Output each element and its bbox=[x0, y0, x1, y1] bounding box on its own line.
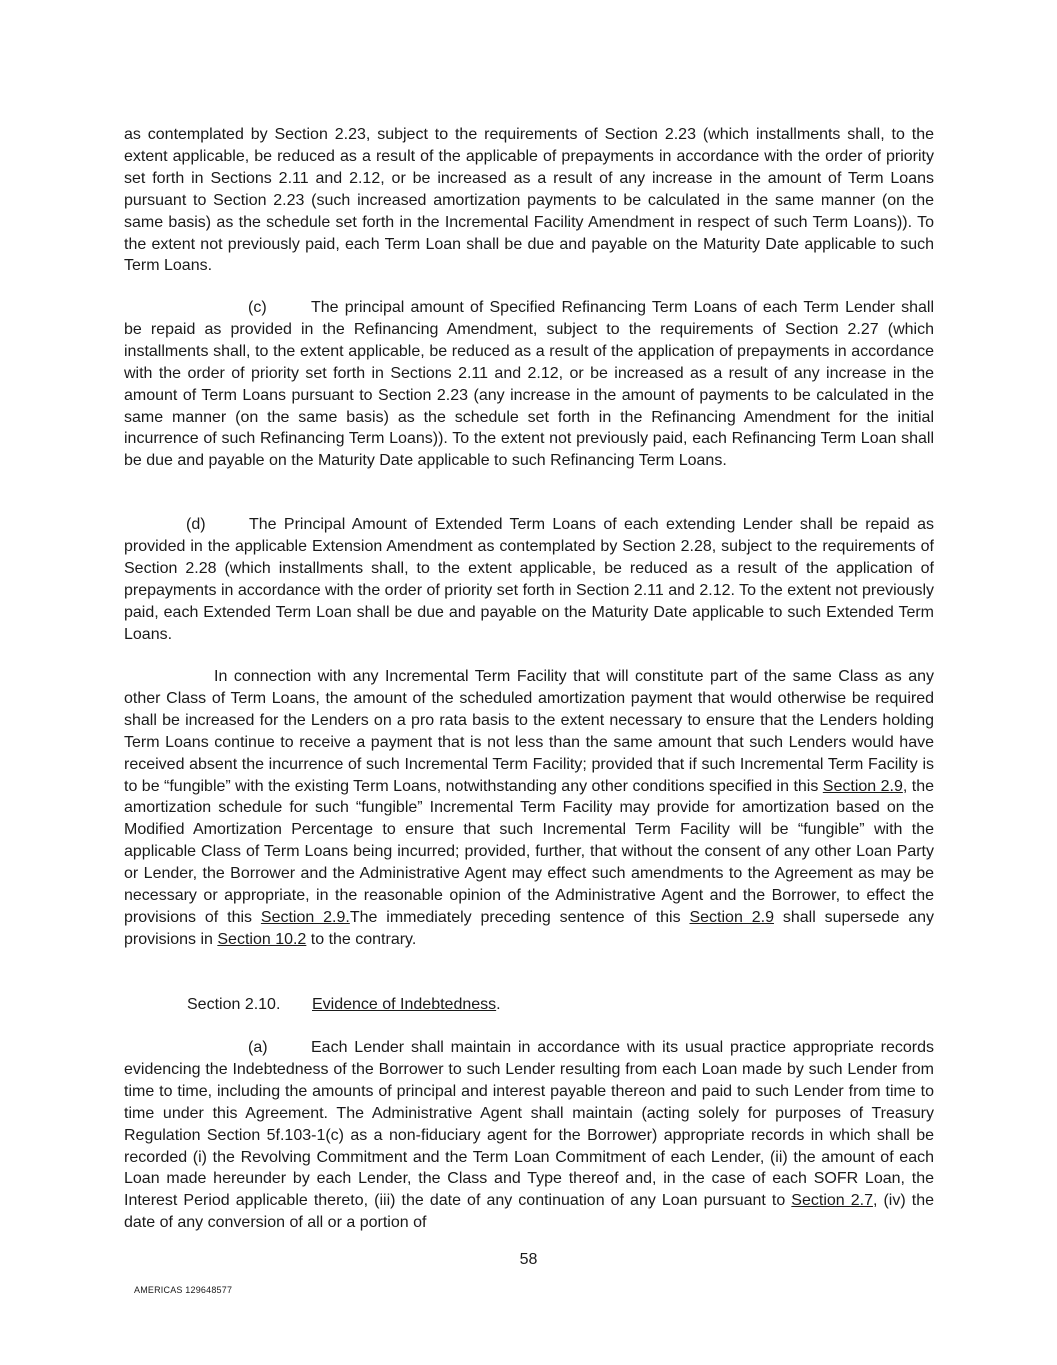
paragraph-label-c: (c) bbox=[248, 299, 267, 316]
section-reference-link[interactable]: Section 2.9 bbox=[689, 908, 774, 926]
section-heading bbox=[187, 994, 501, 1016]
paragraph-text: shall supersede any provisions in bbox=[124, 908, 935, 948]
section-reference-link[interactable]: Section 2.9 bbox=[822, 777, 903, 795]
paragraph-d bbox=[124, 514, 934, 645]
section-number: Section 2.10. bbox=[187, 996, 281, 1013]
paragraph-c bbox=[124, 297, 934, 472]
paragraph-text: Each Lender shall maintain in accordance with its usual practice appropriate records evidencing the Indebtedness of the Borrower to such Lender resulting from each Loan made by such Lender from time to time, including the amounts of principal and interest payable thereon and paid to such Lender from time to time under this Agreement. The Administrative Agent shall maintain (acting solely for purposes of Treasury Regulation Section 5f.103-1(c) as a non-fiduciary agent for the Borrower) appropriate records in which shall be recorded (i) the Revolving Commitment and the Term Loan Commitment of each Lender, (ii) the amount of each Loan made hereunder by each Lender, the Class and Type thereof and, in the case of each SOFR Loan, the Interest Period applicable thereto, (iii) the date of any continuation of any Loan pursuant to bbox=[124, 1039, 934, 1210]
paragraph-text: The principal amount of Specified Refinancing Term Loans of each Term Lender shall be repaid as provided in the Refinancing Amendment, subject to the requirements of Section 2.27 (which installments shall, to the extent applicable, be reduced as a result of the application of prepayments in accordance with the order of priority set forth in Sections 2.11 and 2.12, or be increased as a result of any increase in the amount of Term Loans pursuant to Section 2.23 (any increase in the amount of payments to be calculated in the same manner (on the same basis) as the schedule set forth in the Refinancing Amendment for the initial incurrence of such Refinancing Term Loans)). To the extent not previously paid, each Refinancing Term Loan shall be due and payable on the Maturity Date applicable to such Refinancing Term Loans. bbox=[124, 299, 934, 470]
paragraph-text: to the contrary. bbox=[306, 930, 417, 948]
paragraph-text: , the amortization schedule for such “fungible” Incremental Term Facility may provide for amortization based on the Modified Amortization Percentage to ensure that such Incremental Term Facility will be “fungible” with the applicable Class of Term Loans being incurred; provided, further, that without the consent of any other Loan Party or Lender, the Borrower and the Administrative Agent may effect such amendments to the Agreement as may be necessary or appropriate, in the reasonable opinion of the Administrative Agent and the Borrower, to effect the provisions of this bbox=[124, 777, 934, 926]
paragraph-text: as contemplated by Section 2.23, subject to the requirements of Section 2.23 (which installments shall, to the extent applicable, be reduced as a result of the applicable of prepayments in accordance with the order of priority set forth in Sections 2.11 and 2.12, or be increased as a result of any increase in the amount of Term Loans pursuant to Section 2.23 (such increased amortization payments to be calculated in the same manner (on the same basis) as the schedule set forth in the Incremental Facility Amendment in respect of such Term Loans)). To the extent not previously paid, each Term Loan shall be due and payable on the Maturity Date applicable to such Term Loans. bbox=[124, 126, 934, 275]
section-reference-link[interactable]: Section 2.9. bbox=[260, 908, 350, 926]
paragraph-label-a: (a) bbox=[248, 1039, 268, 1056]
paragraph-continuation bbox=[124, 124, 934, 277]
paragraph-incremental-term-facility bbox=[124, 666, 934, 951]
section-title: Evidence of Indebtedness bbox=[312, 996, 497, 1013]
page-number: 58 bbox=[519, 1251, 538, 1268]
paragraph-a bbox=[124, 1037, 934, 1234]
section-reference-link[interactable]: Section 2.7 bbox=[791, 1192, 873, 1210]
paragraph-text: The Principal Amount of Extended Term Loans of each extending Lender shall be repaid as provided in the applicable Extension Amendment as contemplated by Section 2.28, subject to the requirements of Section 2.28 (which installments shall, to the extent applicable, be reduced as a result of the application of prepayments in accordance with the order of priority set forth in Section 2.11 and 2.12. To the extent not previously paid, each Extended Term Loan shall be due and payable on the Maturity Date applicable to such Extended Term Loans. bbox=[124, 516, 934, 643]
paragraph-text: , (iv) the date of any conversion of all or a portion of bbox=[124, 1192, 934, 1232]
paragraph-text: The immediately preceding sentence of this bbox=[349, 908, 690, 926]
section-reference-link[interactable]: Section 10.2 bbox=[217, 930, 307, 948]
section-title-period: . bbox=[496, 996, 501, 1013]
document-id: AMERICAS 129648577 bbox=[134, 1285, 233, 1295]
paragraph-text: In connection with any Incremental Term Facility that will constitute part of the same Class as any other Class of Term Loans, the amount of the scheduled amortization payment that would otherwise be required shall be increased for the Lenders on a pro rata basis to the extent necessary to ensure that the Lenders holding Term Loans continue to receive a payment that is not less than the same amount that such Lenders would have received absent the incurrence of such Incremental Term Facility; provided that if such Incremental Term Facility is to be “fungible” with the existing Term Loans, notwithstanding any other conditions specified in this bbox=[124, 668, 934, 795]
paragraph-label-d: (d) bbox=[186, 516, 206, 533]
